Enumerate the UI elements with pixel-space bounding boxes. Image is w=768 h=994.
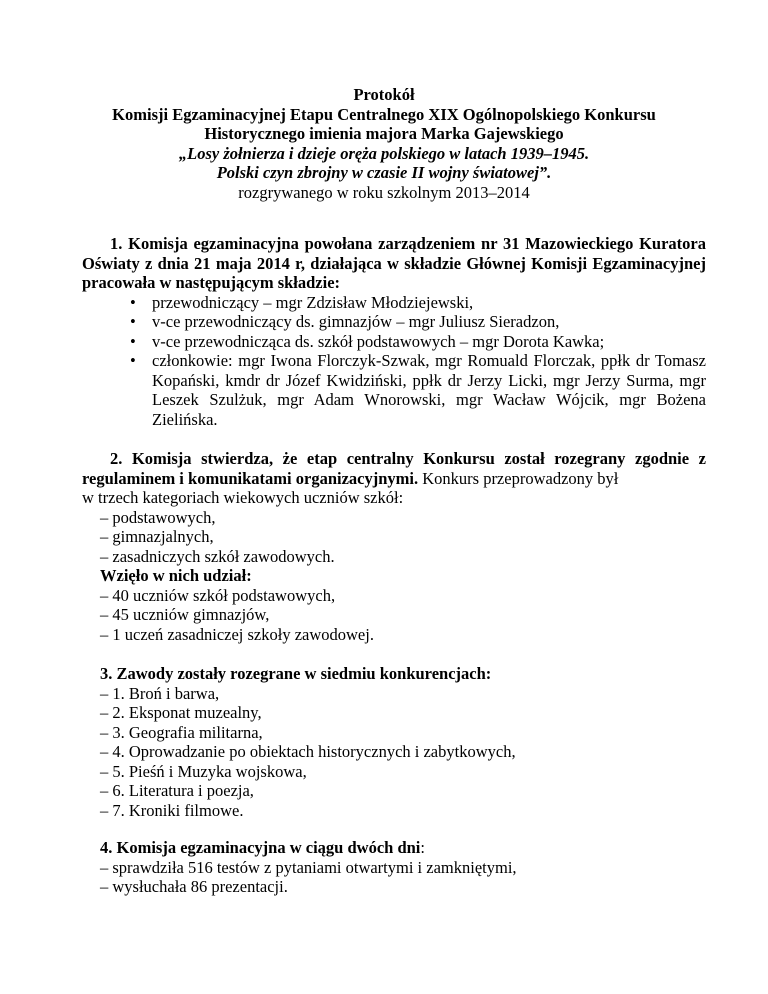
list-item: • v-ce przewodniczący ds. gimnazjów – mgr Juliusz Sieradzon, xyxy=(130,312,560,331)
school-year-line: rozgrywanego w roku szkolnym 2013–2014 xyxy=(238,182,530,202)
section-3-heading: 3. Zawody zostały rozegrane w siedmiu konkurencjach: xyxy=(100,664,492,683)
bullet-icon: • xyxy=(130,312,136,331)
document-header xyxy=(60,85,708,202)
list-item: – 2. Eksponat muzealny, xyxy=(100,703,262,722)
list-item: – gimnazjalnych, xyxy=(100,527,214,546)
list-item: – zasadniczych szkół zawodowych. xyxy=(100,546,335,566)
list-item: – 1 uczeń zasadniczej szkoły zawodowej. xyxy=(100,624,374,644)
list-item: – 7. Kroniki filmowe. xyxy=(100,800,244,820)
list-item: – 1. Broń i barwa, xyxy=(100,683,220,703)
participation-heading: Wzięło w nich udział: xyxy=(100,566,252,585)
contest-theme-line-1: „Losy żołnierza i dzieje oręża polskiego w latach 1939–1945. xyxy=(178,143,590,163)
list-item: • v-ce przewodnicząca ds. szkół podstawowych – mgr Dorota Kawka; xyxy=(130,331,605,351)
list-item: • przewodniczący – mgr Zdzisław Młodziejewski, xyxy=(130,292,474,312)
list-item: – 40 uczniów szkół podstawowych, xyxy=(100,585,336,605)
list-item: • członkowie: mgr Iwona Florczyk-Szwak, mgr Romuald Florczak, ppłk dr Tomasz Kopański, kmdr dr Józef Kwidziński, ppłk dr Jerzy Licki, mgr Jerzy Surma, mgr Leszek Szulżuk, mgr Adam Wnorowski, mgr Wacław Wójcik, mgr Bożena Zielińska. xyxy=(130,351,706,429)
section-1 xyxy=(82,234,706,429)
section-2-line: w trzech kategoriach wiekowych uczniów szkół: xyxy=(82,488,404,507)
bullet-icon: • xyxy=(130,292,136,312)
list-item: – 45 uczniów gimnazjów, xyxy=(100,605,270,624)
section-2-lead: 2. Komisja stwierdza, że etap centralny Konkursu został rozegrany zgodnie z regulaminem i komunikatami organizacyjnymi. Konkurs przeprowadzony był xyxy=(82,449,706,488)
commission-name-line-2: Historycznego imienia majora Marka Gajewskiego xyxy=(204,124,564,143)
commission-members-list xyxy=(82,293,706,430)
list-item: – 6. Literatura i poezja, xyxy=(100,781,254,800)
doc-title: Protokół xyxy=(353,85,415,104)
section-3 xyxy=(100,664,724,820)
list-item: – sprawdziła 516 testów z pytaniami otwartymi i zamkniętymi, xyxy=(100,857,517,877)
section-4-heading: 4. Komisja egzaminacyjna w ciągu dwóch dni: xyxy=(100,838,425,857)
section-4 xyxy=(100,838,724,897)
list-item: – wysłuchała 86 prezentacji. xyxy=(100,877,288,896)
commission-name-line-1: Komisji Egzaminacyjnej Etapu Centralnego XIX Ogólnopolskiego Konkursu xyxy=(112,104,656,124)
bullet-icon: • xyxy=(130,331,136,351)
list-item: – 5. Pieśń i Muzyka wojskowa, xyxy=(100,761,307,781)
section-1-lead: 1. Komisja egzaminacyjna powołana zarządzeniem nr 31 Mazowieckiego Kuratora Oświaty z dnia 21 maja 2014 r, działająca w składzie Głównej Komisji Egzaminacyjnej pracowała w następującym składzie: xyxy=(82,234,706,292)
list-item: – podstawowych, xyxy=(100,507,216,527)
contest-theme-line-2: Polski czyn zbrojny w czasie II wojny światowej”. xyxy=(216,163,552,182)
bullet-icon: • xyxy=(130,351,136,370)
list-item: – 3. Geografia militarna, xyxy=(100,722,263,742)
list-item: – 4. Oprowadzanie po obiektach historycznych i zabytkowych, xyxy=(100,742,516,761)
section-2 xyxy=(82,449,706,644)
